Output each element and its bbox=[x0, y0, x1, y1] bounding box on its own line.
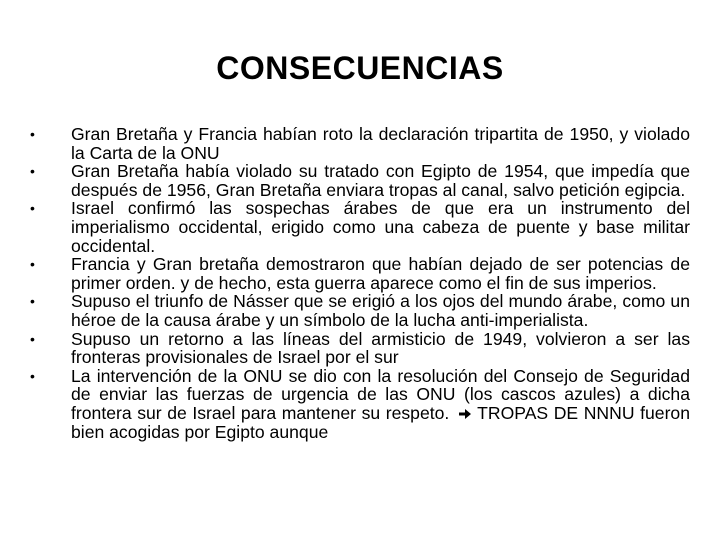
bullet-text: Supuso un retorno a las líneas del armisticio de 1949, volvieron a ser las fronteras provisionales de Israel por el sur bbox=[71, 328, 690, 368]
bullet-item bbox=[30, 199, 690, 255]
bullet-list bbox=[30, 125, 690, 441]
right-arrow-icon bbox=[458, 408, 472, 420]
bullet-item bbox=[30, 125, 690, 162]
bullet-item bbox=[30, 292, 690, 329]
bullet-item bbox=[30, 162, 690, 199]
bullet-marker: • bbox=[30, 126, 35, 142]
bullet-marker: • bbox=[30, 256, 35, 273]
bullet-text: Israel confirmó las sospechas árabes de que era un instrumento del imperialismo occidental, erigido como una cabeza de puente y base militar occidental. bbox=[71, 198, 690, 256]
bullet-item bbox=[30, 330, 690, 367]
bullet-item bbox=[30, 367, 690, 441]
bullet-marker: • bbox=[30, 200, 35, 217]
bullet-marker: • bbox=[30, 293, 35, 310]
bullet-text: Supuso el triunfo de Násser que se erigió a los ojos del mundo árabe, como un héroe de la causa árabe y un símbolo de la lucha anti-imperialista. bbox=[71, 291, 690, 330]
bullet-text: Francia y Gran bretaña demostraron que habían dejado de ser potencias de primer orden. y de hecho, esta guerra aparece como el fin de sus imperios. bbox=[71, 254, 690, 293]
bullet-marker: • bbox=[30, 330, 35, 347]
bullet-item bbox=[30, 255, 690, 292]
bullet-text: La intervención de la ONU se dio con la resolución del Consejo de Seguridad de enviar las fuerzas de urgencia de las ONU (los cascos azules) a dicha frontera sur de Israel para mantener su respeto. bbox=[71, 365, 690, 423]
bullet-text: Gran Bretaña había violado su tratado con Egipto de 1954, que impedía que después de 1956, Gran Bretaña enviara tropas al canal, salvo petición egipcia. bbox=[71, 161, 690, 200]
bullet-marker: • bbox=[30, 367, 35, 384]
bullet-text: Gran Bretaña y Francia habían roto la declaración tripartita de 1950, y violado la Carta de la ONU bbox=[71, 124, 690, 163]
bullet-marker: • bbox=[30, 163, 35, 180]
slide-title: CONSECUENCIAS bbox=[216, 50, 504, 86]
bullet-continuation: TROPAS DE NNNU fueron bien acogidas por Egipto aunque bbox=[71, 402, 690, 442]
